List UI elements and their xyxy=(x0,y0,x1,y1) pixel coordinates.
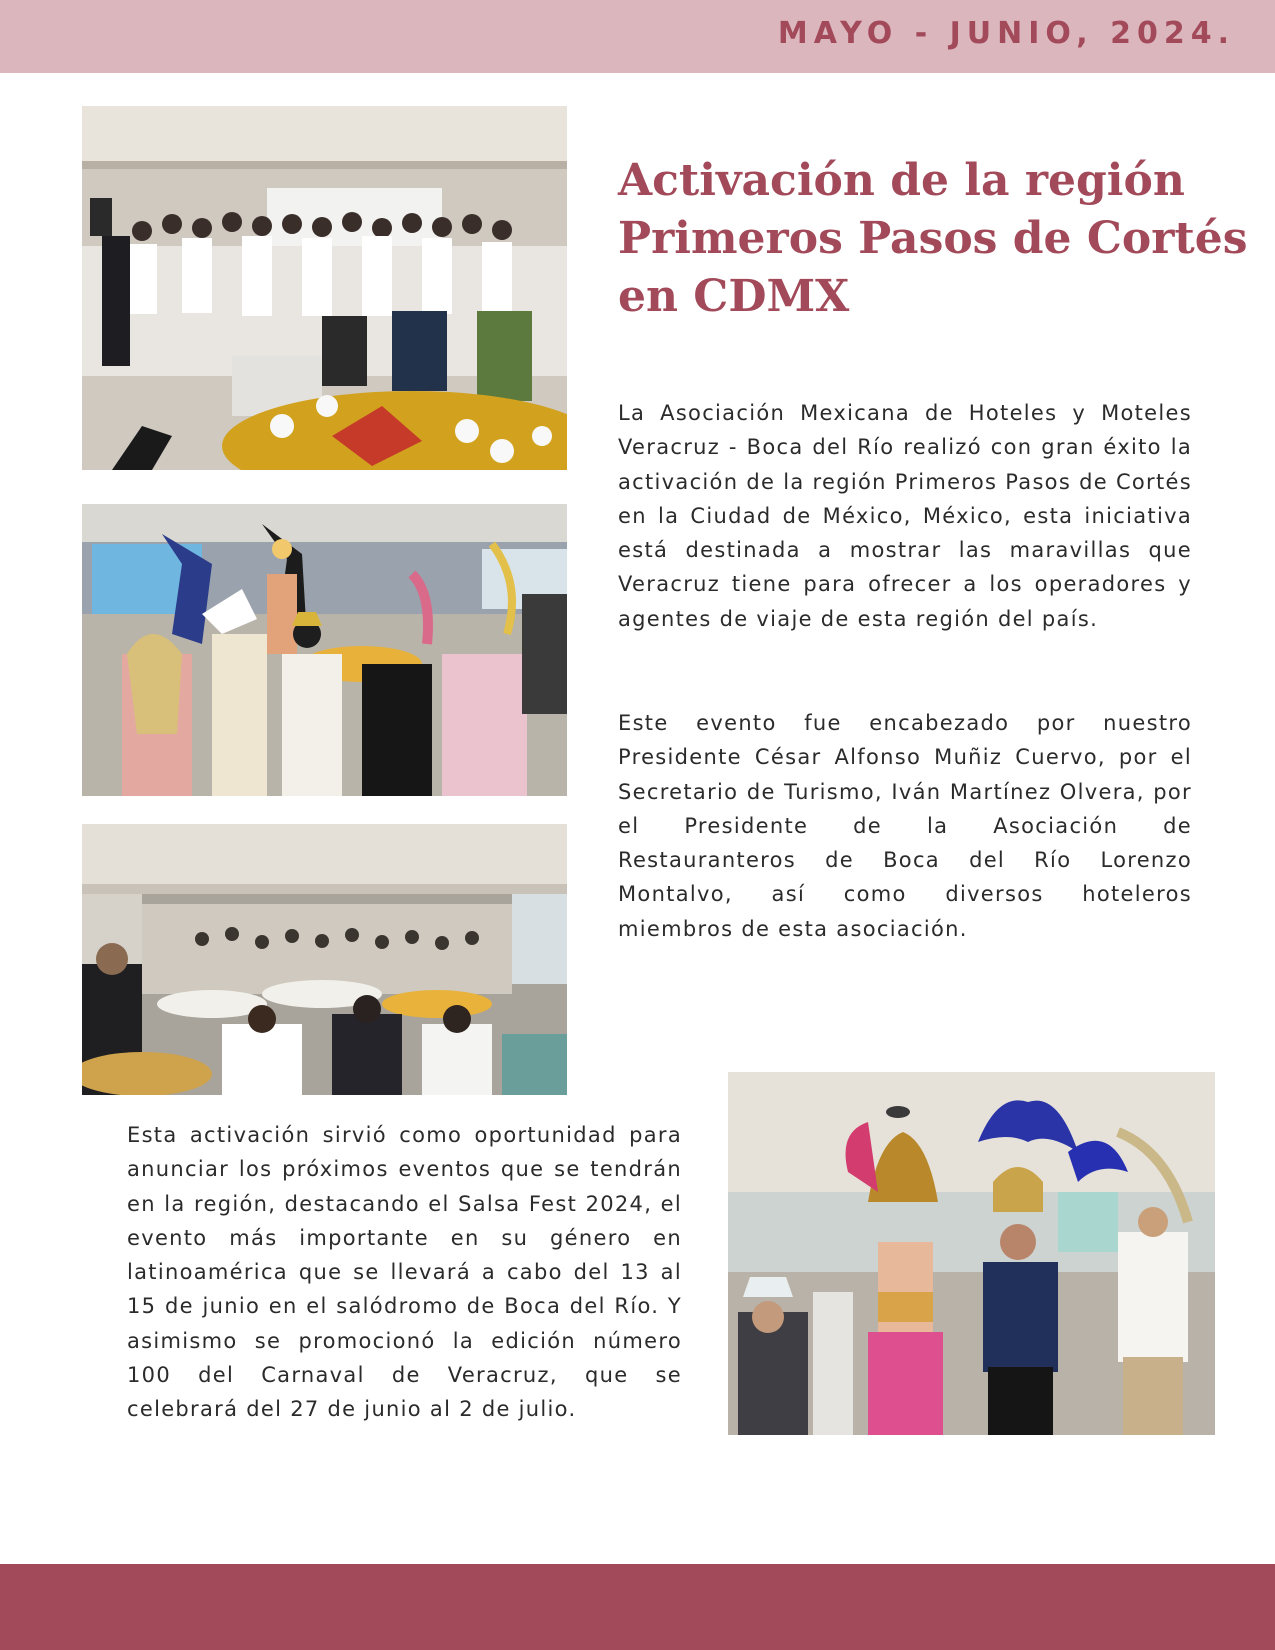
carnival-dance-photo xyxy=(82,504,567,796)
header-band xyxy=(0,0,1275,73)
banquet-hall-photo xyxy=(82,824,567,1095)
group-photo xyxy=(82,106,567,470)
article-paragraph-2: Este evento fue encabezado por nuestro Presidente César Alfonso Muñiz Cuervo, por el Secretario de Turismo, Iván Martínez Olvera, por el Presidente de la Asociación de Restauranteros de Boca del Río Lorenzo Montalvo, así como diversos hoteleros miembros de esta asociación. xyxy=(618,711,1192,941)
article-paragraph-1: La Asociación Mexicana de Hoteles y Moteles Veracruz - Boca del Río realizó con gran éxito la activación de la región Primeros Pasos de Cortés en la Ciudad de México, México, esta iniciativa está destinada a mostrar las maravillas que Veracruz tiene para ofrecer a los operadores y agentes de viaje de esta región del país. xyxy=(618,401,1192,631)
carnival-performers-photo xyxy=(728,1072,1215,1435)
article-title: Activación de la región Primeros Pasos de Cortés en CDMX xyxy=(618,155,1248,322)
issue-date: MAYO - JUNIO, 2024. xyxy=(777,16,1235,51)
article-paragraph-3: Esta activación sirvió como oportunidad para anunciar los próximos eventos que se tendrán en la región, destacando el Salsa Fest 2024, el evento más importante en su género en latinoamérica que se llevará a cabo del 13 al 15 de junio en el salódromo de Boca del Río. Y asimismo se promocionó la edición número 100 del Carnaval de Veracruz, que se celebrará del 27 de junio al 2 de julio. xyxy=(127,1123,682,1422)
footer-band xyxy=(0,1564,1275,1650)
